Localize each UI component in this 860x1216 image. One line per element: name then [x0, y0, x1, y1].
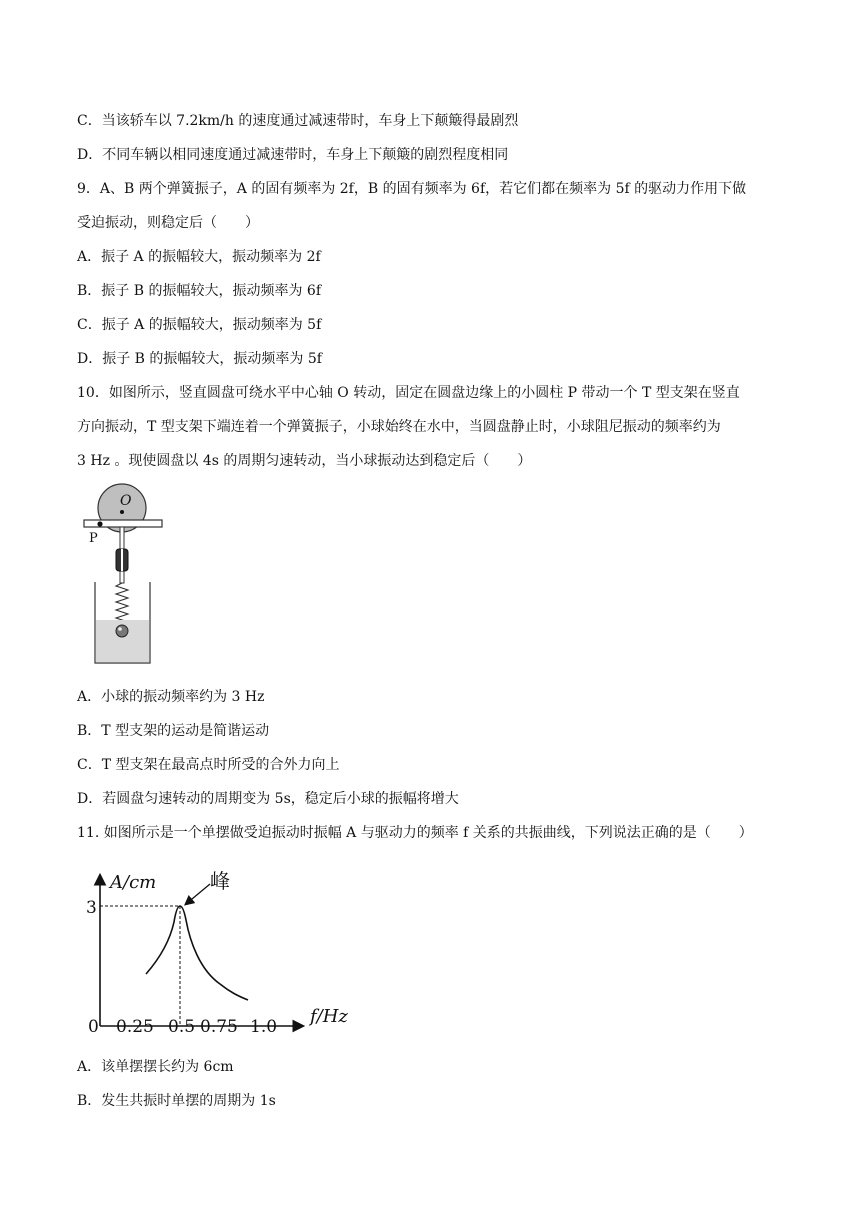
q9-option-b: B．振子 B 的振幅较大，振动频率为 6f [77, 283, 322, 299]
t-frame-bar [84, 520, 162, 527]
peak-arrow [186, 884, 210, 904]
q10-stem-line2: 方向振动，T 型支架下端连着一个弹簧振子，小球始终在水中，当圆盘静止时，小球阻尼振动的频率约为 [77, 419, 721, 435]
q11-resonance-curve [80, 862, 370, 1042]
q8-option-c: C．当该轿车以 7.2km/h 的速度通过减速带时，车身上下颠簸得最剧烈 [77, 113, 519, 129]
q9-stem-line2: 受迫振动，则稳定后（ ） [77, 215, 259, 231]
q10-stem-line3: 3 Hz 。现使圆盘以 4s 的周期匀速转动，当小球振动达到稳定后（ ） [77, 453, 532, 469]
label-p: P [89, 531, 98, 546]
q11-option-a: A．该单摆摆长约为 6cm [77, 1059, 234, 1075]
q10-option-a: A．小球的振动频率约为 3 Hz [77, 689, 265, 705]
y-axis-label: A/cm [110, 872, 157, 893]
label-o: O [120, 493, 132, 509]
x-tick-1-0: 1.0 [250, 1017, 278, 1037]
x-tick-0-75: 0.75 [200, 1017, 238, 1037]
q10-option-d: D．若圆盘匀速转动的周期变为 5s，稳定后小球的振幅将增大 [77, 791, 459, 807]
q10-apparatus-figure [80, 486, 170, 666]
center-axis-dot [120, 510, 124, 514]
q9-option-a: A．振子 A 的振幅较大，振动频率为 2f [77, 249, 321, 265]
q8-option-d: D．不同车辆以相同速度通过减速带时，车身上下颠簸的剧烈程度相同 [77, 147, 509, 163]
q9-option-c: C．振子 A 的振幅较大，振动频率为 5f [77, 317, 322, 333]
q11-option-b: B．发生共振时单摆的周期为 1s [77, 1093, 276, 1109]
pin-p [97, 521, 102, 526]
x-axis-label: f/Hz [310, 1006, 348, 1027]
x-tick-0-25: 0.25 [116, 1017, 154, 1037]
peak-label: 峰 [210, 869, 230, 893]
oscillator-ball [116, 625, 128, 637]
spring [116, 583, 128, 625]
q9-stem-line1: 9．A、B 两个弹簧振子，A 的固有频率为 2f，B 的固有频率为 6f，若它们都在频率为 5f 的驱动力作用下做 [77, 181, 747, 197]
q10-option-b: B．T 型支架的运动是简谐运动 [77, 723, 270, 739]
origin-label: 0 [88, 1017, 99, 1037]
q10-stem-line1: 10．如图所示，竖直圆盘可绕水平中心轴 O 转动，固定在圆盘边缘上的小圆柱 P 带动一个 T 型支架在竖直 [77, 385, 740, 401]
y-tick-3: 3 [86, 898, 97, 918]
resonance-curve-line [146, 906, 248, 1000]
x-tick-0-5: 0.5 [168, 1017, 196, 1037]
q9-option-d: D．振子 B 的振幅较大，振动频率为 5f [77, 351, 322, 367]
q10-option-c: C．T 型支架在最高点时所受的合外力向上 [77, 757, 340, 773]
q11-stem: 11. 如图所示是一个单摆做受迫振动时振幅 A 与驱动力的频率 f 关系的共振曲线，下列说法正确的是（ ） [77, 825, 753, 841]
